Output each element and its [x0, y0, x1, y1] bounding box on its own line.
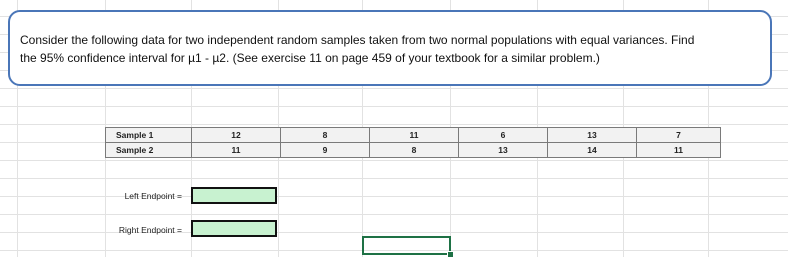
table-cell[interactable]: 6: [459, 128, 548, 143]
table-cell[interactable]: 13: [459, 143, 548, 158]
row-label-sample-1[interactable]: Sample 1: [106, 128, 192, 143]
table-cell[interactable]: 14: [548, 143, 637, 158]
table-cell[interactable]: 13: [548, 128, 637, 143]
table-cell[interactable]: 12: [192, 128, 281, 143]
grid-row-line: [0, 178, 788, 179]
grid-row-line: [0, 88, 788, 89]
table-cell[interactable]: 11: [370, 128, 459, 143]
table-cell[interactable]: 9: [281, 143, 370, 158]
table-cell[interactable]: 11: [192, 143, 281, 158]
grid-row-line: [0, 214, 788, 215]
sample-data-table: [105, 127, 721, 158]
table-row-sample-1: [106, 128, 721, 143]
table-cell[interactable]: 8: [370, 143, 459, 158]
row-label-sample-2[interactable]: Sample 2: [106, 143, 192, 158]
table-cell[interactable]: 8: [281, 128, 370, 143]
right-endpoint-input[interactable]: [191, 220, 277, 237]
active-cell-selection[interactable]: [362, 236, 451, 255]
grid-row-line: [0, 106, 788, 107]
table-cell[interactable]: 11: [637, 143, 721, 158]
problem-text-line-2: the 95% confidence interval for µ1 - µ2. (See exercise 11 on page 459 of your textbook for a similar problem.): [20, 51, 600, 65]
right-endpoint-label: Right Endpoint =: [118, 225, 182, 235]
left-endpoint-input[interactable]: [191, 187, 277, 204]
table-cell[interactable]: 7: [637, 128, 721, 143]
problem-text-line-1: Consider the following data for two independent random samples taken from two normal populations with equal variances. Find: [20, 33, 695, 47]
grid-row-line: [0, 160, 788, 161]
left-endpoint-label: Left Endpoint =: [124, 191, 182, 201]
problem-text-box[interactable]: [8, 10, 772, 86]
grid-row-line: [0, 124, 788, 125]
table-row-sample-2: [106, 143, 721, 158]
